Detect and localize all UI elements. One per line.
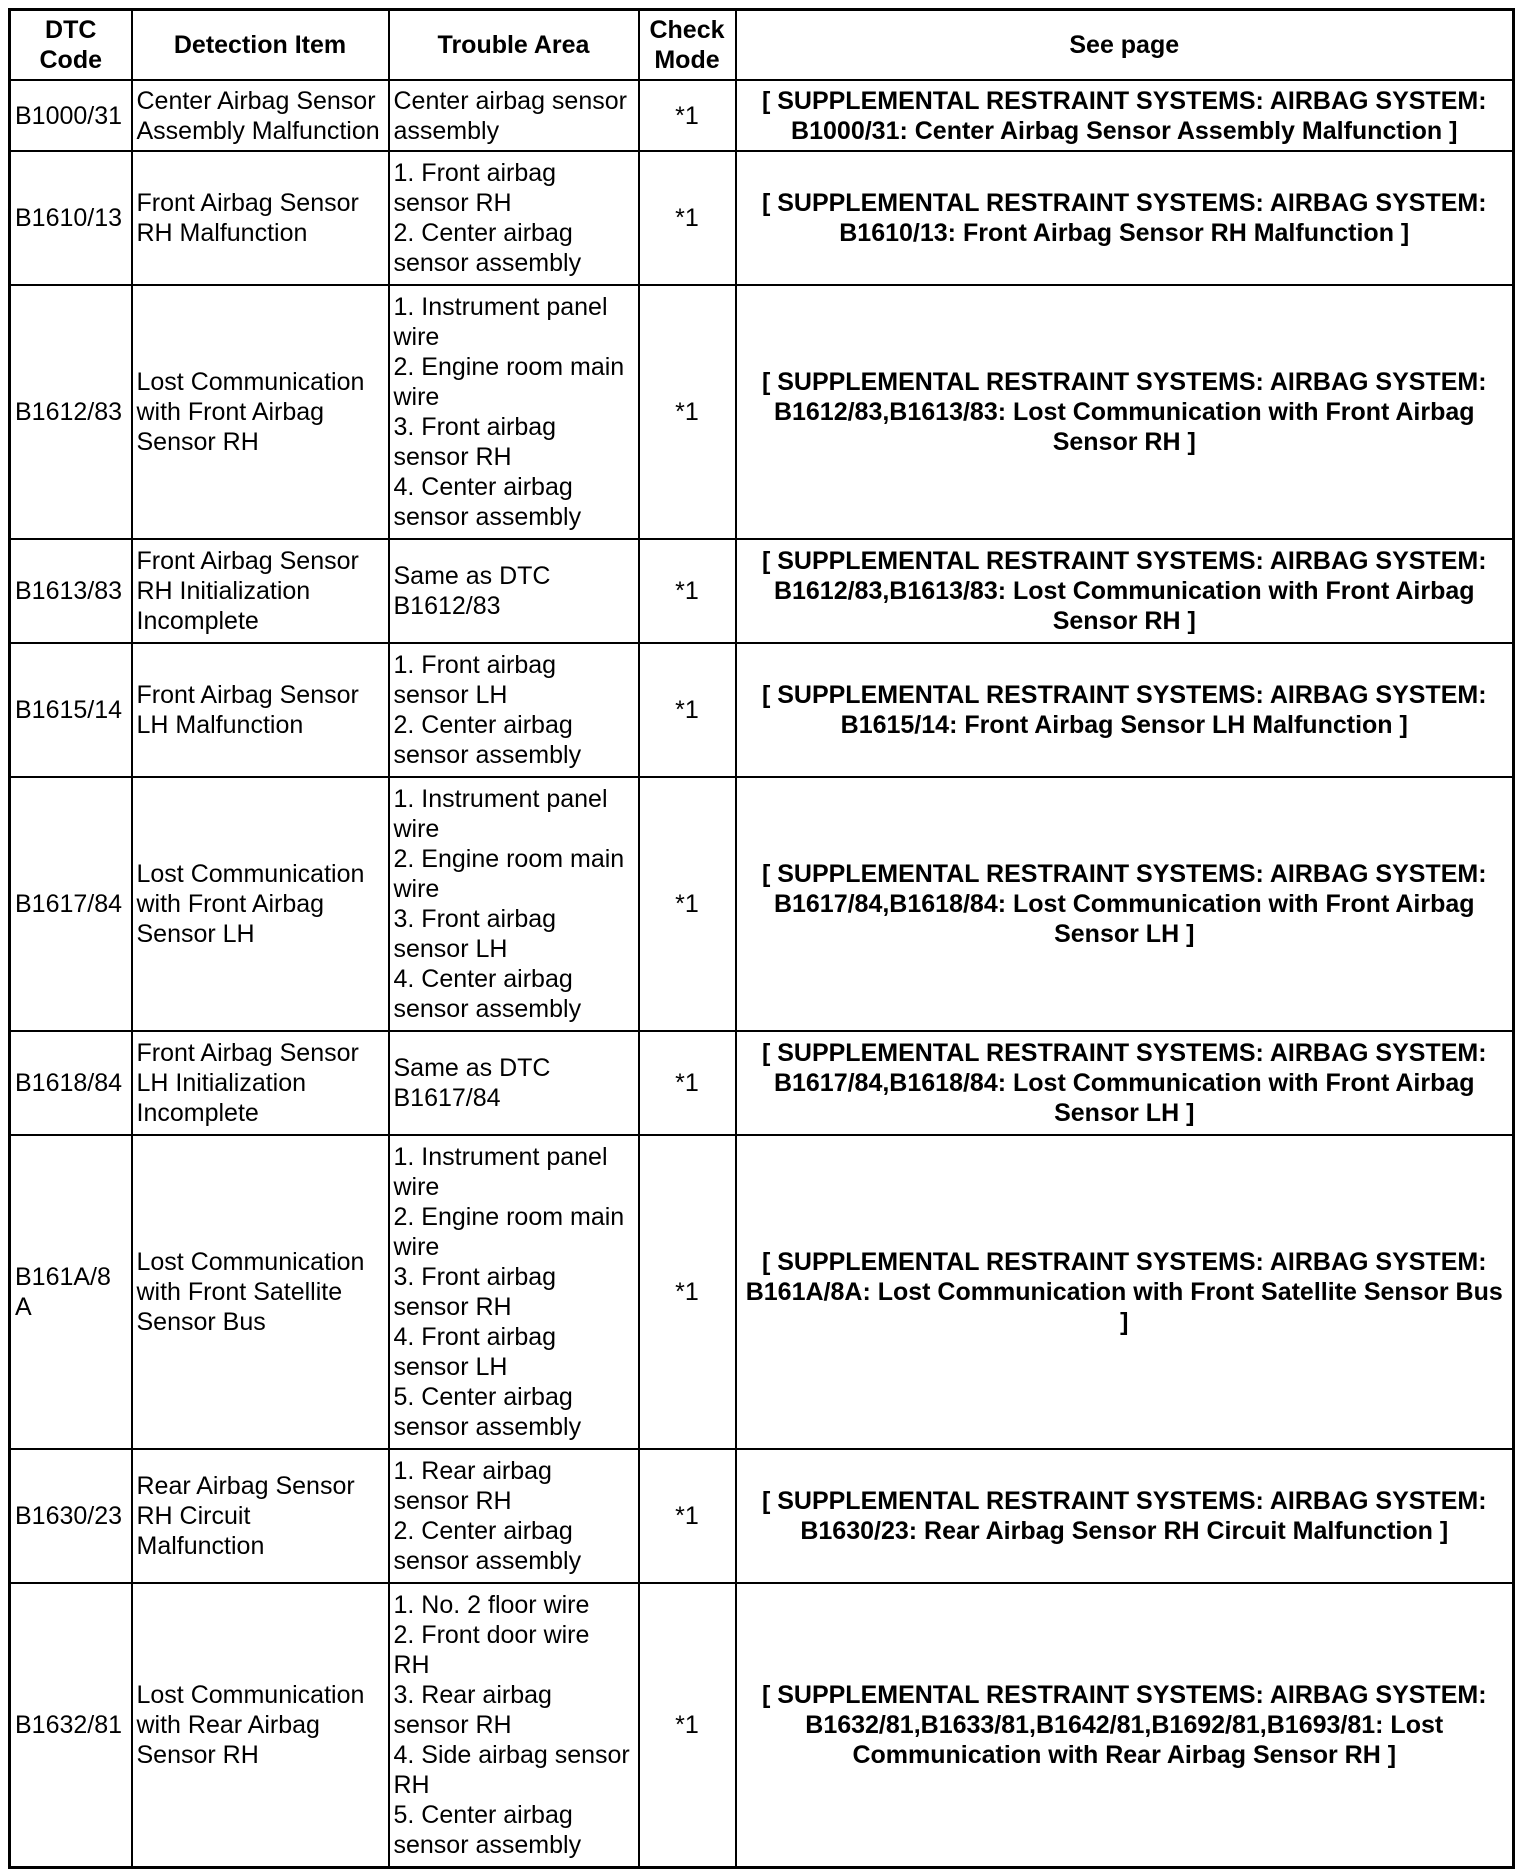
see-page-link[interactable]: [ SUPPLEMENTAL RESTRAINT SYSTEMS: AIRBAG SYSTEM: B161A/8A: Lost Communication with Front Satellite Sensor Bus ] [736, 1135, 1514, 1449]
detection-item: Lost Communication with Front Airbag Sensor RH [132, 285, 389, 539]
dtc-table [8, 8, 1515, 1869]
table-row [10, 777, 1514, 1031]
header-dtc-code: DTC Code [10, 10, 132, 81]
see-page-link[interactable]: [ SUPPLEMENTAL RESTRAINT SYSTEMS: AIRBAG SYSTEM: B1610/13: Front Airbag Sensor RH Malfunction ] [736, 151, 1514, 285]
dtc-code: B1000/31 [10, 80, 132, 151]
dtc-code: B1612/83 [10, 285, 132, 539]
see-page-link[interactable]: [ SUPPLEMENTAL RESTRAINT SYSTEMS: AIRBAG SYSTEM: B1000/31: Center Airbag Sensor Assembly Malfunction ] [736, 80, 1514, 151]
check-mode: *1 [639, 151, 736, 285]
table-row [10, 151, 1514, 285]
header-see-page: See page [736, 10, 1514, 81]
see-page-link[interactable]: [ SUPPLEMENTAL RESTRAINT SYSTEMS: AIRBAG SYSTEM: B1617/84,B1618/84: Lost Communication with Front Airbag Sensor LH ] [736, 1031, 1514, 1135]
detection-item: Front Airbag Sensor RH Malfunction [132, 151, 389, 285]
see-page-link[interactable]: [ SUPPLEMENTAL RESTRAINT SYSTEMS: AIRBAG SYSTEM: B1615/14: Front Airbag Sensor LH Malfunction ] [736, 643, 1514, 777]
detection-item: Front Airbag Sensor RH Initialization Incomplete [132, 539, 389, 643]
trouble-area: 1. Instrument panel wire 2. Engine room main wire 3. Front airbag sensor RH 4. Center airbag sensor assembly [389, 285, 639, 539]
table-row [10, 1449, 1514, 1583]
detection-item: Lost Communication with Front Airbag Sensor LH [132, 777, 389, 1031]
detection-item: Front Airbag Sensor LH Malfunction [132, 643, 389, 777]
see-page-link[interactable]: [ SUPPLEMENTAL RESTRAINT SYSTEMS: AIRBAG SYSTEM: B1617/84,B1618/84: Lost Communication with Front Airbag Sensor LH ] [736, 777, 1514, 1031]
trouble-area: 1. Front airbag sensor LH 2. Center airbag sensor assembly [389, 643, 639, 777]
table-row [10, 643, 1514, 777]
trouble-area: Same as DTC B1617/84 [389, 1031, 639, 1135]
dtc-code: B1610/13 [10, 151, 132, 285]
header-check-mode: Check Mode [639, 10, 736, 81]
table-row [10, 539, 1514, 643]
detection-item: Lost Communication with Rear Airbag Sensor RH [132, 1583, 389, 1867]
see-page-link[interactable]: [ SUPPLEMENTAL RESTRAINT SYSTEMS: AIRBAG SYSTEM: B1630/23: Rear Airbag Sensor RH Circuit Malfunction ] [736, 1449, 1514, 1583]
table-row [10, 1135, 1514, 1449]
trouble-area: 1. Instrument panel wire 2. Engine room main wire 3. Front airbag sensor RH 4. Front airbag sensor LH 5. Center airbag sensor assembly [389, 1135, 639, 1449]
header-row [10, 10, 1514, 81]
check-mode: *1 [639, 1449, 736, 1583]
dtc-code: B1617/84 [10, 777, 132, 1031]
check-mode: *1 [639, 539, 736, 643]
check-mode: *1 [639, 1031, 736, 1135]
trouble-area: 1. Front airbag sensor RH 2. Center airbag sensor assembly [389, 151, 639, 285]
table-row [10, 1583, 1514, 1867]
check-mode: *1 [639, 80, 736, 151]
dtc-code: B1615/14 [10, 643, 132, 777]
trouble-area: Same as DTC B1612/83 [389, 539, 639, 643]
dtc-code: B1630/23 [10, 1449, 132, 1583]
check-mode: *1 [639, 285, 736, 539]
trouble-area: 1. Rear airbag sensor RH 2. Center airbag sensor assembly [389, 1449, 639, 1583]
header-detection-item: Detection Item [132, 10, 389, 81]
dtc-code: B161A/8A [10, 1135, 132, 1449]
see-page-link[interactable]: [ SUPPLEMENTAL RESTRAINT SYSTEMS: AIRBAG SYSTEM: B1632/81,B1633/81,B1642/81,B1692/81,B1693/81: Lost Communication with Rear Airbag Sensor RH ] [736, 1583, 1514, 1867]
check-mode: *1 [639, 643, 736, 777]
check-mode: *1 [639, 777, 736, 1031]
dtc-code: B1632/81 [10, 1583, 132, 1867]
see-page-link[interactable]: [ SUPPLEMENTAL RESTRAINT SYSTEMS: AIRBAG SYSTEM: B1612/83,B1613/83: Lost Communication with Front Airbag Sensor RH ] [736, 285, 1514, 539]
dtc-code: B1618/84 [10, 1031, 132, 1135]
detection-item: Rear Airbag Sensor RH Circuit Malfunction [132, 1449, 389, 1583]
header-trouble-area: Trouble Area [389, 10, 639, 81]
check-mode: *1 [639, 1135, 736, 1449]
check-mode: *1 [639, 1583, 736, 1867]
table-row [10, 285, 1514, 539]
see-page-link[interactable]: [ SUPPLEMENTAL RESTRAINT SYSTEMS: AIRBAG SYSTEM: B1612/83,B1613/83: Lost Communication with Front Airbag Sensor RH ] [736, 539, 1514, 643]
detection-item: Lost Communication with Front Satellite Sensor Bus [132, 1135, 389, 1449]
trouble-area: 1. No. 2 floor wire 2. Front door wire RH 3. Rear airbag sensor RH 4. Side airbag sensor RH 5. Center airbag sensor assembly [389, 1583, 639, 1867]
table-row [10, 1031, 1514, 1135]
dtc-code: B1613/83 [10, 539, 132, 643]
table-row [10, 80, 1514, 151]
trouble-area: Center airbag sensor assembly [389, 80, 639, 151]
detection-item: Front Airbag Sensor LH Initialization Incomplete [132, 1031, 389, 1135]
trouble-area: 1. Instrument panel wire 2. Engine room main wire 3. Front airbag sensor LH 4. Center airbag sensor assembly [389, 777, 639, 1031]
detection-item: Center Airbag Sensor Assembly Malfunction [132, 80, 389, 151]
